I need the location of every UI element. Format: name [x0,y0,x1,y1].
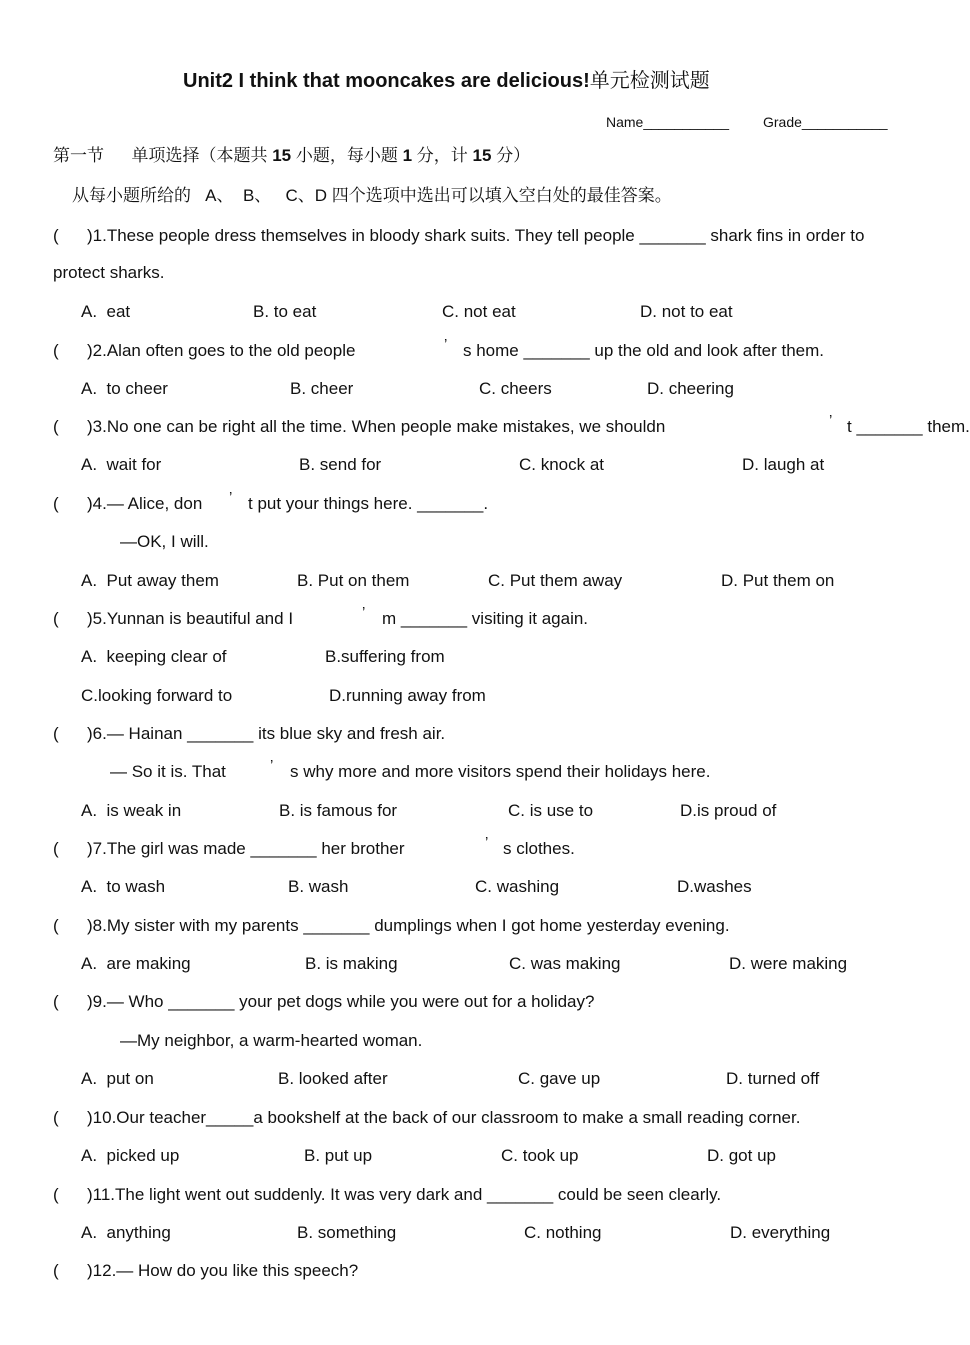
question-2-option-d: D. cheering [647,379,734,398]
apostrophe: ’ [485,834,489,851]
question-6-option-d: D.is proud of [680,801,777,820]
question-7-stem: ( )7.The girl was made _______ her brother [53,839,405,858]
title-english: Unit2 I think that mooncakes are delicious! [183,70,590,92]
question-11-option-c: C. nothing [524,1223,602,1242]
question-9-option-d: D. turned off [726,1069,820,1088]
question-4-option-c: C. Put them away [488,571,623,590]
question-8-option-c: C. was making [509,954,621,973]
instructions: 从每小题所给的 A、 B、 C、D 四个选项中选出可以填入空白处的最佳答案。 [72,186,672,205]
section-heading-text: 分） [496,146,531,165]
question-9-stem: ( )9.— Who _______ your pet dogs while you were out for a holiday? [53,992,595,1011]
question-5-option-b: B.suffering from [325,647,445,666]
question-3-stem: ( )3.No one can be right all the time. When people make mistakes, we shouldn [53,417,666,436]
question-4-response: —OK, I will. [120,532,209,551]
question-8-stem: ( )8.My sister with my parents _______ dumplings when I got home yesterday evening. [53,916,730,935]
question-9-option-c: C. gave up [518,1069,601,1088]
question-10-stem: ( )10.Our teacher_____a bookshelf at the back of our classroom to make a small reading corner. [53,1108,801,1127]
question-10-option-c: C. took up [501,1146,579,1165]
question-1-option-a: A. eat [81,302,131,321]
section-heading [53,146,530,166]
apostrophe: ’ [270,757,274,774]
question-3-option-c: C. knock at [519,455,605,474]
apostrophe: ’ [229,489,233,506]
question-1-option-c: C. not eat [442,302,516,321]
question-4-option-d: D. Put them on [721,571,835,590]
question-5-option-d: D.running away from [329,686,486,705]
question-9-option-b: B. looked after [278,1069,388,1088]
question-7-stem-end: s clothes. [503,839,575,858]
question-count: 15 [272,146,292,165]
section-number: 第一节 [53,146,104,165]
question-3-option-d: D. laugh at [742,455,825,474]
question-6-option-a: A. is weak in [81,801,182,820]
question-6-option-c: C. is use to [508,801,594,820]
question-2-option-b: B. cheer [290,379,354,398]
question-12-stem: ( )12.— How do you like this speech? [53,1261,359,1280]
question-11-option-b: B. something [297,1223,397,1242]
grade-field-label: Grade___________ [763,114,888,130]
question-8-option-b: B. is making [305,954,398,973]
question-7-option-a: A. to wash [81,877,166,896]
section-heading-text: 小题，每小题 [295,146,398,165]
apostrophe: ’ [829,412,833,429]
apostrophe: ’ [444,336,448,353]
question-11-option-d: D. everything [730,1223,831,1242]
question-4-option-b: B. Put on them [297,571,410,590]
question-5-option-a: A. keeping clear of [81,647,227,666]
question-2-option-a: A. to cheer [81,379,168,398]
question-11-option-a: A. anything [81,1223,171,1242]
question-10-option-b: B. put up [304,1146,373,1165]
question-5-stem: ( )5.Yunnan is beautiful and I [53,609,294,628]
question-7-option-b: B. wash [288,877,349,896]
question-3-option-b: B. send for [299,455,382,474]
apostrophe: ’ [362,604,366,621]
page-title [183,69,710,93]
question-9-response: —My neighbor, a warm-hearted woman. [120,1031,423,1050]
question-10-option-d: D. got up [707,1146,776,1165]
question-1-option-d: D. not to eat [640,302,733,321]
question-1-option-b: B. to eat [253,302,317,321]
question-4-stem-end: t put your things here. _______. [248,494,489,513]
question-4-stem: ( )4.— Alice, don [53,494,203,513]
question-7-option-d: D.washes [677,877,752,896]
question-8-option-d: D. were making [729,954,848,973]
title-chinese: 单元检测试题 [589,70,710,92]
question-10-option-a: A. picked up [81,1146,180,1165]
question-8-option-a: A. are making [81,954,191,973]
question-1-stem-continued: protect sharks. [53,263,165,282]
question-4-option-a: A. Put away them [81,571,219,590]
question-5-option-c: C.looking forward to [81,686,233,705]
section-heading-text: 分，计 [416,146,468,165]
question-2-stem: ( )2.Alan often goes to the old people [53,341,356,360]
question-5-stem-end: m _______ visiting it again. [382,609,589,628]
name-field-label: Name___________ [606,114,729,130]
section-heading-text: 单项选择（本题共 [131,146,268,165]
question-6-response: — So it is. That [110,762,226,781]
question-6-option-b: B. is famous for [279,801,398,820]
points-total: 15 [472,146,492,165]
question-3-stem-end: t _______ them. [847,417,970,436]
question-2-stem-end: s home _______ up the old and look after them. [463,341,825,360]
question-2-option-c: C. cheers [479,379,552,398]
question-3-option-a: A. wait for [81,455,162,474]
question-6-stem: ( )6.— Hainan _______ its blue sky and fresh air. [53,724,446,743]
question-9-option-a: A. put on [81,1069,154,1088]
points-each: 1 [402,146,413,165]
question-11-stem: ( )11.The light went out suddenly. It was very dark and _______ could be seen clearly. [53,1185,722,1204]
question-6-response-end: s why more and more visitors spend their holidays here. [290,762,711,781]
question-7-option-c: C. washing [475,877,560,896]
question-1-stem: ( )1.These people dress themselves in bloody shark suits. They tell people _______ shark fins in order to [53,226,865,245]
